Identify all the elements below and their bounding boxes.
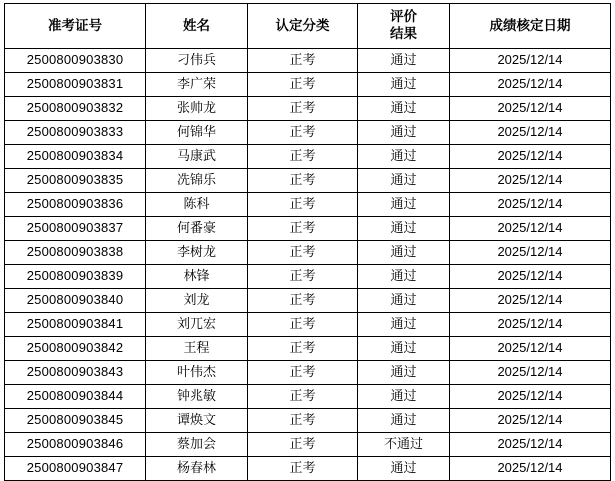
table-body — [5, 49, 611, 481]
cell-category: 正考 — [248, 49, 358, 73]
cell-result: 通过 — [358, 145, 450, 169]
cell-result: 通过 — [358, 217, 450, 241]
cell-result: 通过 — [358, 49, 450, 73]
cell-date: 2025/12/14 — [450, 289, 611, 313]
cell-result: 通过 — [358, 265, 450, 289]
cell-admission-number: 2500800903833 — [5, 121, 146, 145]
cell-result: 通过 — [358, 97, 450, 121]
cell-name: 李树龙 — [146, 241, 248, 265]
cell-name: 刘兀宏 — [146, 313, 248, 337]
cell-result: 通过 — [358, 73, 450, 97]
cell-category: 正考 — [248, 97, 358, 121]
table-row — [5, 313, 611, 337]
cell-result: 通过 — [358, 121, 450, 145]
cell-result: 通过 — [358, 313, 450, 337]
cell-admission-number: 2500800903839 — [5, 265, 146, 289]
cell-name: 何番豪 — [146, 217, 248, 241]
cell-name: 林锋 — [146, 265, 248, 289]
cell-result: 通过 — [358, 193, 450, 217]
cell-result: 通过 — [358, 169, 450, 193]
cell-category: 正考 — [248, 361, 358, 385]
cell-result: 通过 — [358, 289, 450, 313]
cell-name: 张帅龙 — [146, 97, 248, 121]
cell-admission-number: 2500800903838 — [5, 241, 146, 265]
column-header-date: 成绩核定日期 — [450, 4, 611, 49]
cell-category: 正考 — [248, 337, 358, 361]
table-row — [5, 145, 611, 169]
cell-name: 杨春林 — [146, 457, 248, 481]
cell-result: 通过 — [358, 241, 450, 265]
cell-date: 2025/12/14 — [450, 241, 611, 265]
cell-admission-number: 2500800903836 — [5, 193, 146, 217]
cell-date: 2025/12/14 — [450, 409, 611, 433]
cell-admission-number: 2500800903840 — [5, 289, 146, 313]
table-row — [5, 337, 611, 361]
column-header-result — [358, 4, 450, 49]
cell-date: 2025/12/14 — [450, 73, 611, 97]
cell-category: 正考 — [248, 433, 358, 457]
cell-date: 2025/12/14 — [450, 121, 611, 145]
cell-name: 叶伟杰 — [146, 361, 248, 385]
cell-admission-number: 2500800903842 — [5, 337, 146, 361]
cell-date: 2025/12/14 — [450, 217, 611, 241]
cell-date: 2025/12/14 — [450, 145, 611, 169]
cell-category: 正考 — [248, 73, 358, 97]
table-row — [5, 289, 611, 313]
cell-result: 不通过 — [358, 433, 450, 457]
cell-category: 正考 — [248, 409, 358, 433]
cell-date: 2025/12/14 — [450, 169, 611, 193]
cell-admission-number: 2500800903835 — [5, 169, 146, 193]
cell-name: 蔡加会 — [146, 433, 248, 457]
table-row — [5, 457, 611, 481]
cell-category: 正考 — [248, 217, 358, 241]
exam-results-table — [4, 3, 611, 481]
cell-date: 2025/12/14 — [450, 193, 611, 217]
cell-date: 2025/12/14 — [450, 337, 611, 361]
table-row — [5, 121, 611, 145]
table-row — [5, 217, 611, 241]
cell-date: 2025/12/14 — [450, 265, 611, 289]
cell-name: 冼锦乐 — [146, 169, 248, 193]
table-row — [5, 193, 611, 217]
cell-category: 正考 — [248, 313, 358, 337]
table-row — [5, 265, 611, 289]
cell-admission-number: 2500800903847 — [5, 457, 146, 481]
table-header-row — [5, 4, 611, 49]
table-header — [5, 4, 611, 49]
table-row — [5, 361, 611, 385]
cell-name: 刁伟兵 — [146, 49, 248, 73]
table-row — [5, 433, 611, 457]
cell-result: 通过 — [358, 361, 450, 385]
cell-date: 2025/12/14 — [450, 457, 611, 481]
cell-category: 正考 — [248, 193, 358, 217]
cell-admission-number: 2500800903832 — [5, 97, 146, 121]
table-row — [5, 49, 611, 73]
cell-category: 正考 — [248, 289, 358, 313]
cell-admission-number: 2500800903831 — [5, 73, 146, 97]
column-header-result-line1: 评价 — [390, 9, 417, 25]
cell-category: 正考 — [248, 145, 358, 169]
cell-result: 通过 — [358, 457, 450, 481]
cell-name: 何锦华 — [146, 121, 248, 145]
cell-result: 通过 — [358, 337, 450, 361]
cell-name: 陈科 — [146, 193, 248, 217]
column-header-category: 认定分类 — [248, 4, 358, 49]
table-row — [5, 73, 611, 97]
cell-category: 正考 — [248, 169, 358, 193]
cell-admission-number: 2500800903845 — [5, 409, 146, 433]
cell-result: 通过 — [358, 409, 450, 433]
cell-name: 王程 — [146, 337, 248, 361]
table-row — [5, 409, 611, 433]
table-row — [5, 385, 611, 409]
cell-admission-number: 2500800903837 — [5, 217, 146, 241]
cell-admission-number: 2500800903841 — [5, 313, 146, 337]
cell-name: 谭焕文 — [146, 409, 248, 433]
cell-date: 2025/12/14 — [450, 97, 611, 121]
cell-name: 马康武 — [146, 145, 248, 169]
cell-category: 正考 — [248, 121, 358, 145]
cell-name: 刘龙 — [146, 289, 248, 313]
cell-name: 钟兆敏 — [146, 385, 248, 409]
table-row — [5, 97, 611, 121]
cell-admission-number: 2500800903844 — [5, 385, 146, 409]
cell-name: 李广荣 — [146, 73, 248, 97]
cell-result: 通过 — [358, 385, 450, 409]
column-header-admission-number: 准考证号 — [5, 4, 146, 49]
cell-category: 正考 — [248, 385, 358, 409]
table-row — [5, 241, 611, 265]
cell-admission-number: 2500800903843 — [5, 361, 146, 385]
cell-date: 2025/12/14 — [450, 49, 611, 73]
cell-admission-number: 2500800903846 — [5, 433, 146, 457]
cell-date: 2025/12/14 — [450, 385, 611, 409]
cell-category: 正考 — [248, 457, 358, 481]
table-row — [5, 169, 611, 193]
cell-date: 2025/12/14 — [450, 313, 611, 337]
column-header-result-line2: 结果 — [390, 26, 417, 41]
cell-date: 2025/12/14 — [450, 361, 611, 385]
cell-admission-number: 2500800903830 — [5, 49, 146, 73]
cell-category: 正考 — [248, 241, 358, 265]
cell-category: 正考 — [248, 265, 358, 289]
cell-admission-number: 2500800903834 — [5, 145, 146, 169]
column-header-name: 姓名 — [146, 4, 248, 49]
cell-date: 2025/12/14 — [450, 433, 611, 457]
